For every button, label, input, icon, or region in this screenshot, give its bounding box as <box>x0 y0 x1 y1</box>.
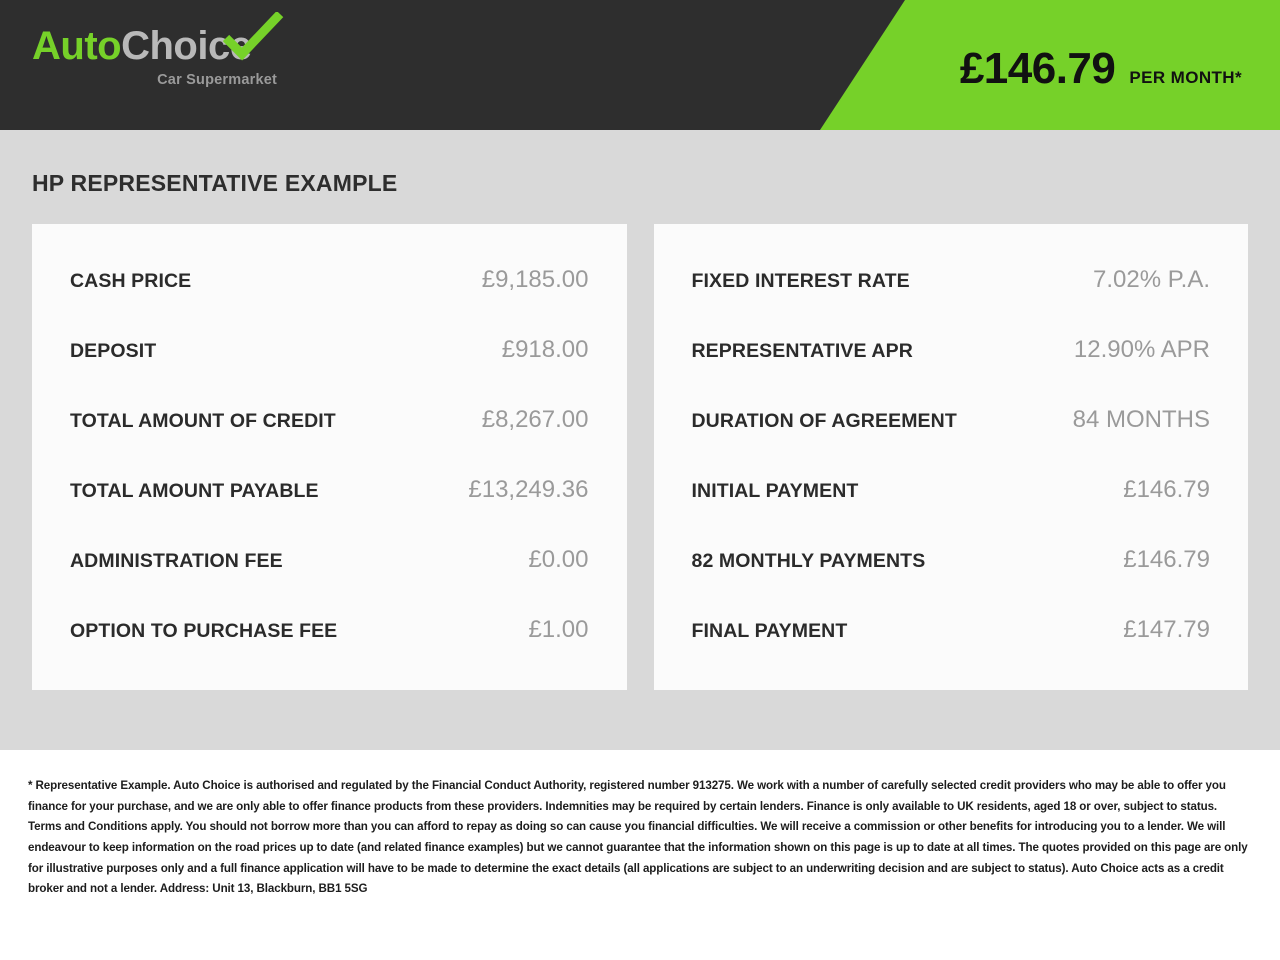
row-label: DEPOSIT <box>70 340 157 362</box>
row-label: FIXED INTEREST RATE <box>691 270 910 292</box>
figures-panels <box>32 224 1248 690</box>
table-row <box>692 546 1211 616</box>
row-value: 12.90% APR <box>1073 336 1210 363</box>
logo-text-auto: Auto <box>32 24 122 68</box>
table-row <box>692 406 1211 476</box>
row-value: £9,185.00 <box>481 266 589 293</box>
row-value: 7.02% P.A. <box>1093 266 1210 293</box>
left-figures-panel <box>32 224 627 690</box>
disclaimer-section <box>0 750 1280 960</box>
table-row <box>692 266 1211 336</box>
table-row <box>70 616 589 686</box>
row-value: £0.00 <box>528 546 589 573</box>
right-figures-panel <box>654 224 1249 690</box>
row-label: TOTAL AMOUNT PAYABLE <box>70 480 319 502</box>
row-label: ADMINISTRATION FEE <box>70 550 283 572</box>
table-row <box>70 546 589 616</box>
table-row <box>70 406 589 476</box>
row-label: DURATION OF AGREEMENT <box>691 410 957 432</box>
table-row <box>692 336 1211 406</box>
row-value: £918.00 <box>501 336 589 363</box>
row-value: £8,267.00 <box>481 406 589 433</box>
row-label: OPTION TO PURCHASE FEE <box>70 620 338 642</box>
checkmark-icon <box>222 12 286 62</box>
representative-example-section <box>0 130 1280 750</box>
row-value: £146.79 <box>1123 546 1210 573</box>
page-header <box>0 0 1280 130</box>
row-label: CASH PRICE <box>70 270 192 292</box>
row-value: £147.79 <box>1123 616 1210 643</box>
monthly-price-block <box>960 44 1242 94</box>
table-row <box>70 476 589 546</box>
row-label: INITIAL PAYMENT <box>691 480 859 502</box>
table-row <box>692 476 1211 546</box>
price-period-label: PER MONTH* <box>1129 68 1242 87</box>
row-value: £146.79 <box>1123 476 1210 503</box>
row-value: £13,249.36 <box>468 476 589 503</box>
page-title: HP REPRESENTATIVE EXAMPLE <box>32 170 398 196</box>
row-value: £1.00 <box>528 616 589 643</box>
logo-tagline: Car Supermarket <box>157 72 277 88</box>
row-label: REPRESENTATIVE APR <box>691 340 913 362</box>
logo-text-choice: Choice <box>121 24 252 68</box>
disclaimer-text: * Representative Example. Auto Choice is authorised and regulated by the Financial Conduct Authority, registered number 913275. We work with a number of carefully selected credit providers who may be able to offer you finance for your purchase, and we are only able to offer finance products from these providers. Indemnities may be required by certain lenders. Finance is only available to UK residents, aged 18 or over, subject to status. Terms and Conditions apply. You should not borrow more than you can afford to repay as doing so can cause you financial difficulties. We will receive a commission or other benefits for introducing you to a lender. We will endeavour to keep information on the road prices up to date (and related finance examples) but we cannot guarantee that the information shown on this page is up to date at all times. The quotes provided on this page are only for illustrative purposes only and a full finance application will have to be made to determine the exact details (all applications are subject to an underwriting decision and are subject to status). Auto Choice acts as a credit broker and not a lender. Address: Unit 13, Blackburn, BB1 5SG <box>28 779 1248 896</box>
row-label: 82 MONTHLY PAYMENTS <box>691 550 926 572</box>
table-row <box>70 336 589 406</box>
price-amount: £146.79 <box>959 44 1116 93</box>
table-row <box>692 616 1211 686</box>
table-row <box>70 266 589 336</box>
row-label: TOTAL AMOUNT OF CREDIT <box>70 410 336 432</box>
brand-logo[interactable] <box>32 26 352 112</box>
row-label: FINAL PAYMENT <box>691 620 848 642</box>
row-value: 84 MONTHS <box>1072 406 1210 433</box>
